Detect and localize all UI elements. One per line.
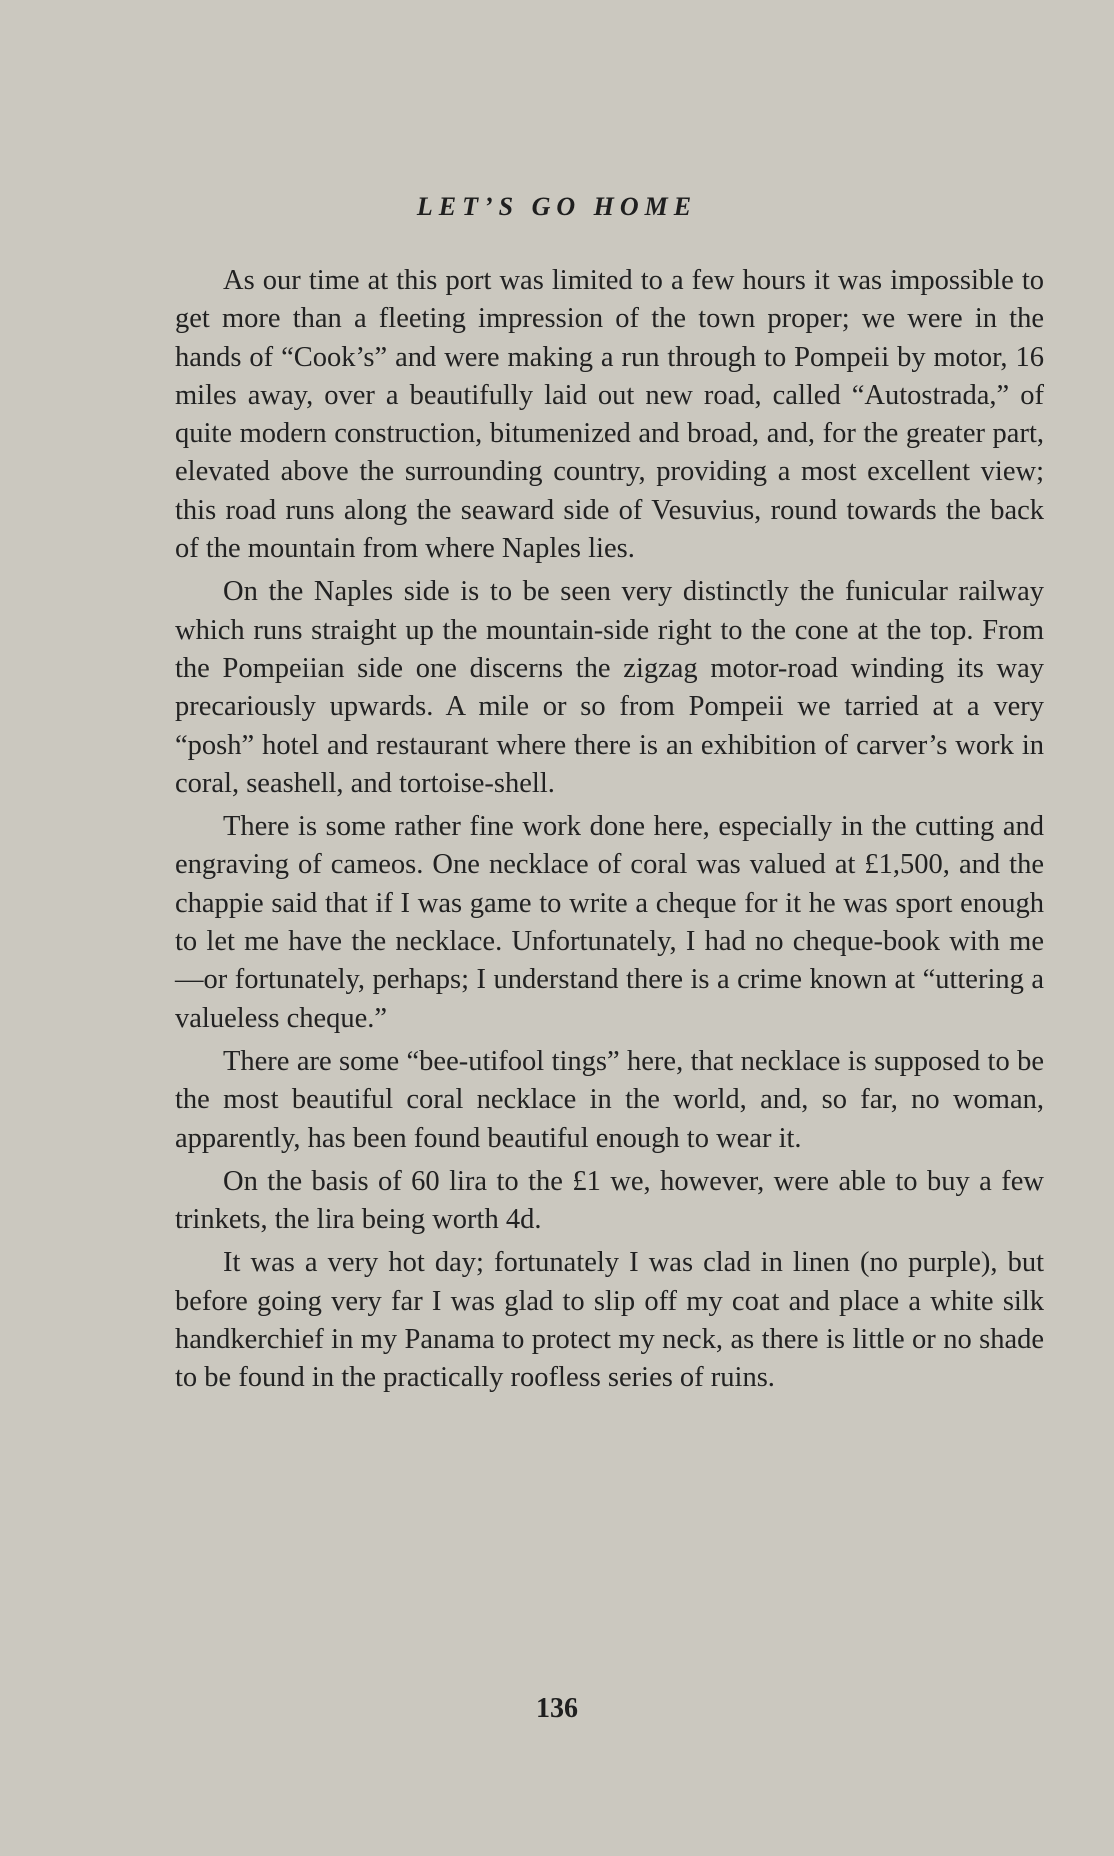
paragraph: It was a very hot day; fortunately I was clad in linen (no purple), but before going very far I was glad to slip off my coat and place a white silk handkerchief in my Panama to protect my neck, as there is little or no shade to be found in the practically roofless series of ruins. [175,1247,1044,1394]
paragraph: There are some “bee-utifool tings” here, that necklace is supposed to be the most beautiful coral necklace in the world, and, so far, no woman, apparently, has been found beautiful enough to wear it. [175,1045,1044,1154]
paragraph: On the basis of 60 lira to the £1 we, however, were able to buy a few trinkets, the lira being worth 4d. [175,1165,1044,1236]
page-number: 136 [536,1693,578,1724]
body-text [175,262,1044,1403]
paragraph: There is some rather fine work done here, especially in the cutting and engraving of cameos. One necklace of coral was valued at £1,500, and the chappie said that if I was game to write a cheque for it he was sport enough to let me have the necklace. Unfortunately, I had no cheque-book with me—or fortunately, perhaps; I understand there is a crime known at “uttering a valueless cheque.” [175,811,1044,1034]
paragraph: As our time at this port was limited to a few hours it was impossible to get more than a fleeting impression of the town proper; we were in the hands of “Cook’s” and were making a run through to Pompeii by motor, 16 miles away, over a beautifully laid out new road, called “Autostrada,” of quite modern construction, bitumenized and broad, and, for the greater part, elevated above the surrounding country, providing a most excellent view; this road runs along the seaward side of Vesuvius, round towards the back of the mountain from where Naples lies. [175,265,1044,565]
running-head: LET’S GO HOME [416,192,698,221]
paragraph: On the Naples side is to be seen very distinctly the funicular railway which runs straight up the mountain-side right to the cone at the top. From the Pompeiian side one discerns the zigzag motor-road winding its way precariously upwards. A mile or so from Pompeii we tarried at a very “posh” hotel and restaurant where there is an exhibition of carver’s work in coral, seashell, and tortoise-shell. [175,576,1044,799]
